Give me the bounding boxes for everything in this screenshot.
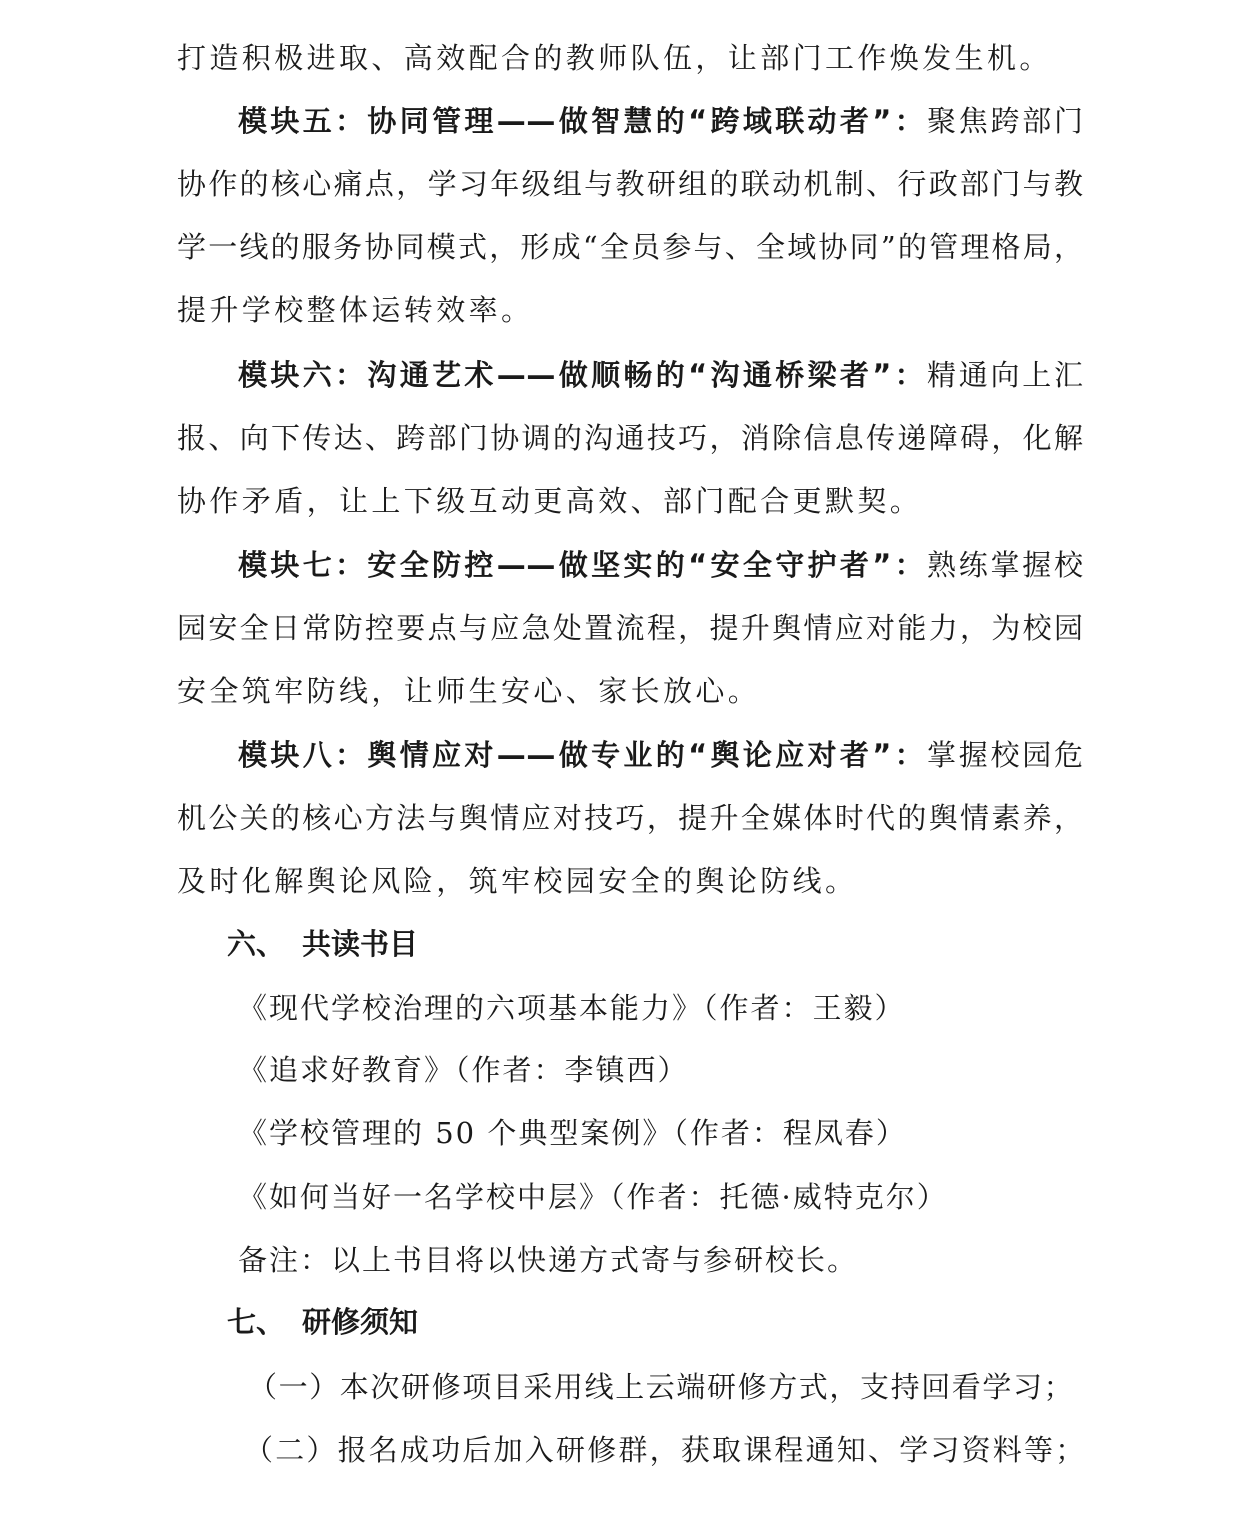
book-item: 《现代学校治理的六项基本能力》（作者：王毅）: [238, 991, 906, 1025]
book-item: 《学校管理的 50 个典型案例》（作者：程凤春）: [238, 1116, 907, 1150]
paragraph-line: 及时化解舆论风险，筑牢校园安全的舆论防线。: [177, 864, 858, 898]
module-6-first-line: [238, 355, 1083, 395]
book-item: 《如何当好一名学校中层》（作者：托德·威特克尔）: [238, 1180, 948, 1214]
module-8-title: 模块八：舆情应对——做专业的“舆论应对者”：: [238, 738, 927, 772]
paragraph-line: 打造积极进取、高效配合的教师队伍，让部门工作焕发生机。: [177, 41, 1052, 75]
module-7-title: 模块七：安全防控——做坚实的“安全守护者”：: [238, 548, 927, 582]
module-5-title: 模块五：协同管理——做智慧的“跨域联动者”：: [238, 104, 927, 138]
book-item: 《追求好教育》（作者：李镇西）: [238, 1053, 689, 1087]
paragraph-line: 机公关的核心方法与舆情应对技巧，提升全媒体时代的舆情素养，: [177, 801, 1083, 835]
module-8-first-line: [238, 735, 1083, 775]
module-5-text: 聚焦跨部门: [927, 104, 1083, 138]
section-6-heading: [227, 924, 418, 964]
module-5-first-line: [238, 101, 1083, 141]
paragraph-line: 协作矛盾，让上下级互动更高效、部门配合更默契。: [177, 484, 923, 518]
paragraph-line: 学一线的服务协同模式，形成“全员参与、全域协同”的管理格局，: [177, 230, 1083, 264]
section-7-number: 七、: [227, 1305, 286, 1339]
paragraph-line: 园安全日常防控要点与应急处置流程，提升舆情应对能力，为校园: [177, 611, 1083, 645]
paragraph-line: 协作的核心痛点，学习年级组与教研组的联动机制、行政部门与教: [177, 167, 1083, 201]
module-7-text: 熟练掌握校: [927, 548, 1083, 582]
module-8-text: 掌握校园危: [927, 738, 1083, 772]
module-7-first-line: [238, 545, 1083, 585]
section-6-title: 共读书目: [302, 927, 419, 961]
section-7-heading: [227, 1302, 418, 1342]
paragraph-line: 报、向下传达、跨部门协调的沟通技巧，消除信息传递障碍，化解: [177, 421, 1083, 455]
notice-item: （二）报名成功后加入研修群，获取课程通知、学习资料等；: [244, 1433, 1087, 1467]
book-note: 备注：以上书目将以快递方式寄与参研校长。: [238, 1243, 859, 1277]
module-6-title: 模块六：沟通艺术——做顺畅的“沟通桥梁者”：: [238, 358, 927, 392]
section-6-number: 六、: [227, 927, 286, 961]
paragraph-line: 提升学校整体运转效率。: [177, 293, 534, 327]
notice-item: （一）本次研修项目采用线上云端研修方式，支持回看学习；: [248, 1370, 1075, 1404]
module-6-text: 精通向上汇: [927, 358, 1083, 392]
paragraph-line: 安全筑牢防线，让师生安心、家长放心。: [177, 674, 761, 708]
section-7-title: 研修须知: [302, 1305, 419, 1339]
